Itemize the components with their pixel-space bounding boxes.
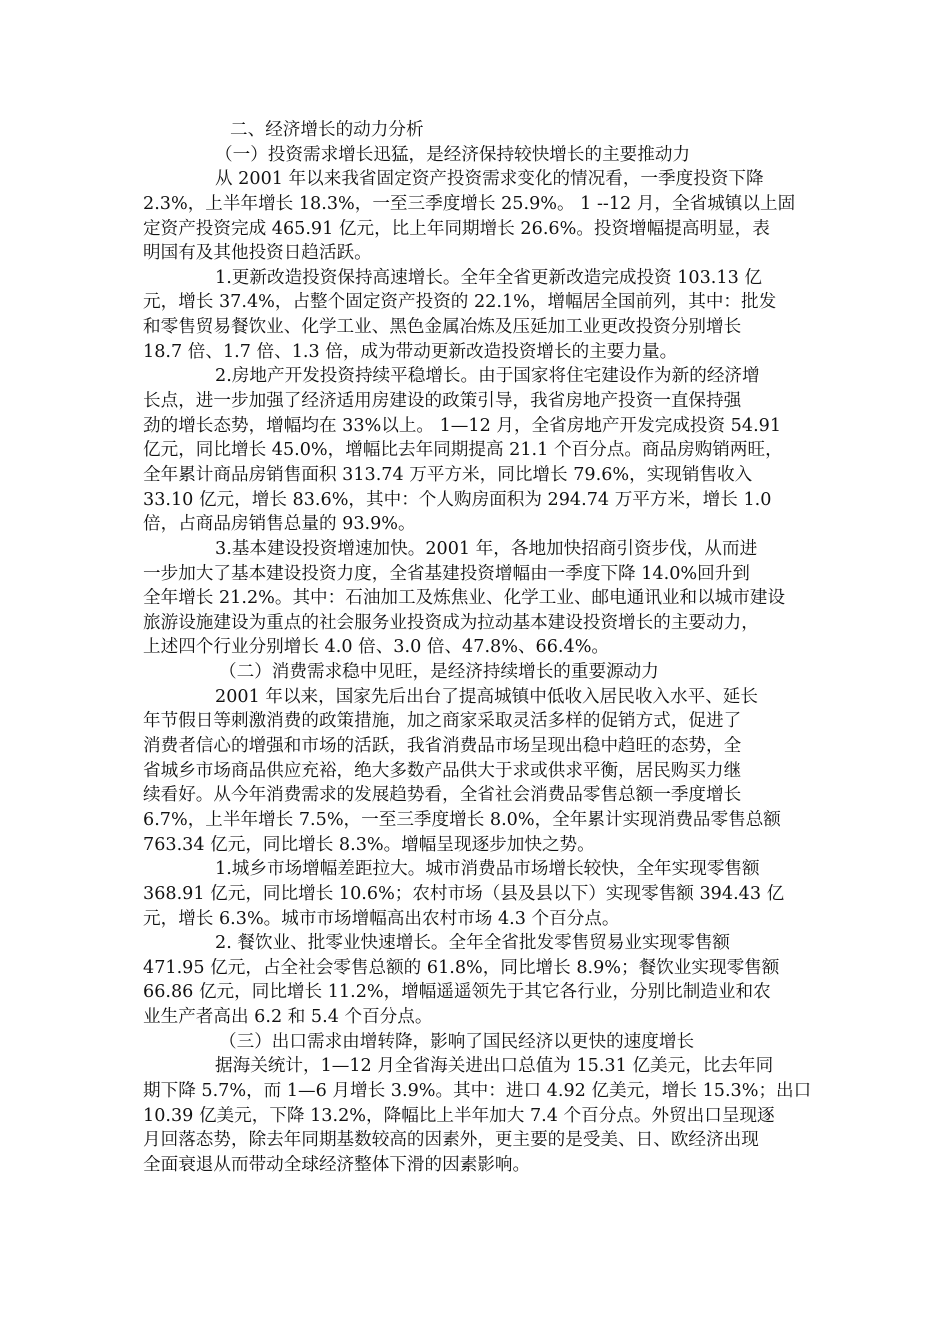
text-line: 全年累计商品房销售面积 313.74 万平方米，同比增长 79.6%，实现销售收入 <box>143 464 753 485</box>
text-line: 471.95 亿元，占全社会零售总额的 61.8%，同比增长 8.9%；餐饮业实现零售额 <box>143 957 780 978</box>
text-line: 10.39 亿美元，下降 13.2%，降幅比上半年加大 7.4 个百分点。外贸出口呈现逐 <box>143 1105 775 1126</box>
text-line: 续看好。从今年消费需求的发展趋势看，全省社会消费品零售总额一季度增长 <box>143 785 742 806</box>
text-line: 和零售贸易餐饮业、化学工业、黑色金属冶炼及压延加工业更改投资分别增长 <box>143 317 742 338</box>
text-line: 66.86 亿元，同比增长 11.2%，增幅遥遥领先于其它各行业，分别比制造业和农 <box>143 982 771 1003</box>
text-line: 明国有及其他投资日趋活跃。 <box>143 243 372 264</box>
text-line: 月回落态势，除去年同期基数较高的因素外，更主要的是受美、日、欧经济出现 <box>143 1130 759 1151</box>
text-line: 全面衰退从而带动全球经济整体下滑的因素影响。 <box>143 1154 531 1175</box>
text-line: （一）投资需求增长迅猛，是经济保持较快增长的主要推动力 <box>215 144 691 165</box>
text-line: 业生产者高出 6.2 和 5.4 个百分点。 <box>143 1007 433 1028</box>
text-line: 年节假日等刺激消费的政策措施，加之商家采取灵活多样的促销方式，促进了 <box>143 711 742 732</box>
document-page <box>143 118 811 1178</box>
text-line: 长点，进一步加强了经济适用房建设的政策引导，我省房地产投资一直保持强 <box>143 391 742 412</box>
text-line: 上述四个行业分别增长 4.0 倍、3.0 倍、47.8%、66.4%。 <box>143 637 610 658</box>
text-line: 消费者信心的增强和市场的活跃，我省消费品市场呈现出稳中趋旺的态势，全 <box>143 736 742 757</box>
text-line: （三）出口需求由增转降，影响了国民经济以更快的速度增长 <box>219 1031 695 1052</box>
text-line: 全年增长 21.2%。其中：石油加工及炼焦业、化学工业、邮电通讯业和以城市建设 <box>143 588 786 609</box>
text-line: 763.34 亿元，同比增长 8.3%。增幅呈现逐步加快之势。 <box>143 834 595 855</box>
text-line: （二）消费需求稳中见旺，是经济持续增长的重要源动力 <box>219 662 659 683</box>
text-line: 18.7 倍、1.7 倍、1.3 倍，成为带动更新改造投资增长的主要力量。 <box>143 341 678 362</box>
text-line: 2001 年以来，国家先后出台了提高城镇中低收入居民收入水平、延长 <box>215 686 758 707</box>
text-line: 368.91 亿元，同比增长 10.6%；农村市场（县及县以下）实现零售额 394.43 亿 <box>143 883 785 904</box>
text-line: 省城乡市场商品供应充裕，绝大多数产品供大于求或供求平衡，居民购买力继 <box>143 760 742 781</box>
text-line: 元，增长 37.4%，占整个固定资产投资的 22.1%，增幅居全国前列，其中：批发 <box>143 292 777 313</box>
text-line: 1.更新改造投资保持高速增长。全年全省更新改造完成投资 103.13 亿 <box>215 267 762 288</box>
text-line: 2.3%，上半年增长 18.3%，一至三季度增长 25.9%。 1 --12 月，全省城镇以上固 <box>143 193 796 214</box>
text-line: 6.7%，上半年增长 7.5%，一至三季度增长 8.0%，全年累计实现消费品零售总额 <box>143 809 781 830</box>
text-line: 一步加大了基本建设投资力度，全省基建投资增幅由一季度下降 14.0%回升到 <box>143 563 750 584</box>
text-line: 定资产投资完成 465.91 亿元，比上年同期增长 26.6%。投资增幅提高明显，表 <box>143 218 770 239</box>
text-line: 倍，占商品房销售总量的 93.9%。 <box>143 514 416 535</box>
text-line: 劲的增长态势，增幅均在 33%以上。 1—12 月，全省房地产开发完成投资 54.91 <box>143 415 782 436</box>
text-line: 1.城乡市场增幅差距拉大。城市消费品市场增长较快，全年实现零售额 <box>215 859 760 880</box>
text-line: 2.房地产开发投资持续平稳增长。由于国家将住宅建设作为新的经济增 <box>215 366 760 387</box>
text-line: 期下降 5.7%，而 1—6 月增长 3.9%。其中：进口 4.92 亿美元，增长 15.3%；出口 <box>143 1080 812 1101</box>
text-line: 亿元，同比增长 45.0%，增幅比去年同期提高 21.1 个百分点。商品房购销两旺， <box>143 440 783 461</box>
text-line: 旅游设施建设为重点的社会服务业投资成为拉动基本建设投资增长的主要动力， <box>143 612 759 633</box>
text-line: 二、经济增长的动力分析 <box>230 120 424 140</box>
text-line: 元，增长 6.3%。城市市场增幅高出农村市场 4.3 个百分点。 <box>143 908 620 929</box>
text-line: 从 2001 年以来我省固定资产投资需求变化的情况看，一季度投资下降 <box>215 169 764 190</box>
text-line: 2. 餐饮业、批零业快速增长。全年全省批发零售贸易业实现零售额 <box>215 933 731 954</box>
text-line: 据海关统计，1—12 月全省海关进出口总值为 15.31 亿美元，比去年同 <box>215 1056 774 1077</box>
text-line: 3.基本建设投资增速加快。2001 年，各地加快招商引资步伐，从而进 <box>215 538 758 559</box>
text-line: 33.10 亿元，增长 83.6%，其中：个人购房面积为 294.74 万平方米，增长 1.0 <box>143 489 772 510</box>
